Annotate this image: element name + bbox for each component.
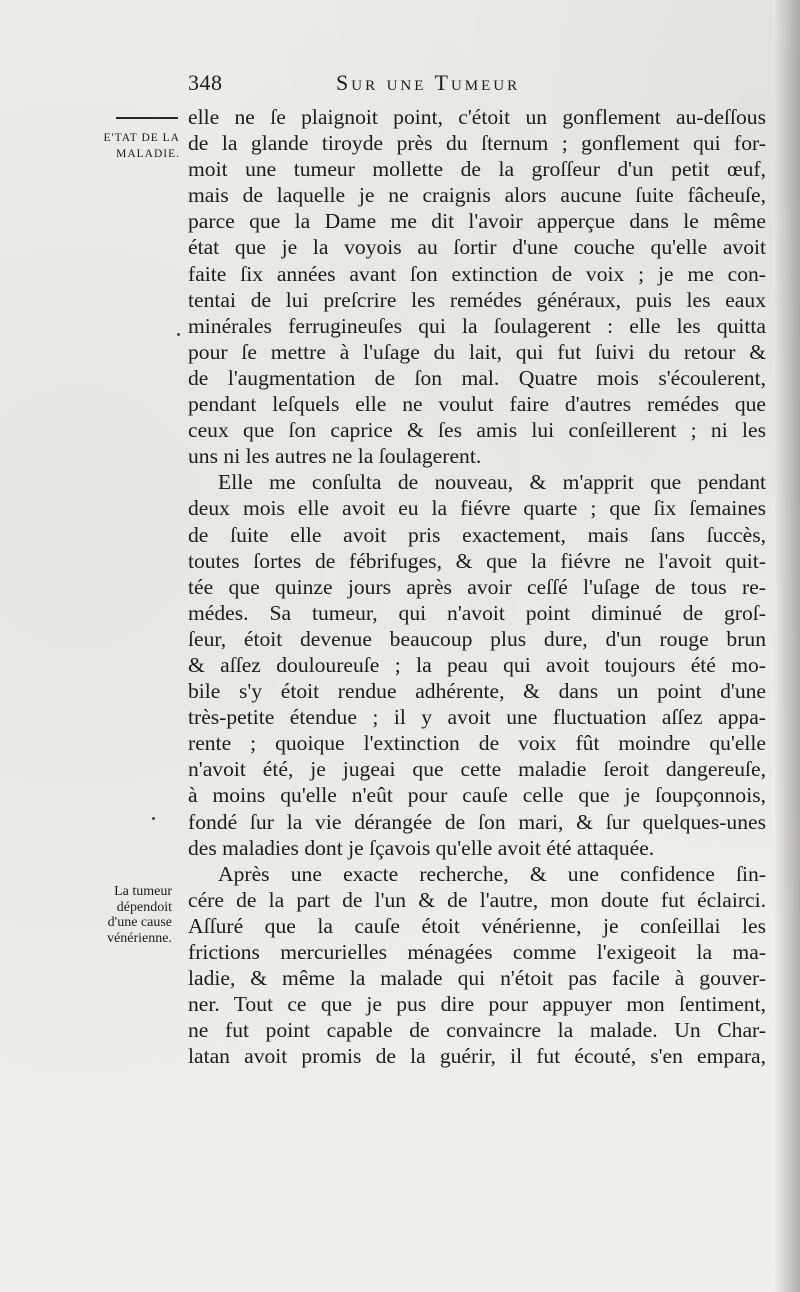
- body-text: [188, 104, 766, 1069]
- text-line: mais de laquelle je ne craignis alors aucune ſuite fâcheuſe,: [188, 183, 766, 208]
- text-line: de la glande tiroyde près du ſternum ; gonflement qui for-: [188, 131, 766, 156]
- text-line: Après une exacte recherche, & une confidence ſin-: [218, 861, 766, 886]
- margin-note-etat-de-la-maladie: [66, 131, 180, 162]
- text-line: cére de la part de l'un & de l'autre, mon doute fut éclairci.: [188, 887, 766, 912]
- margin-note-line: vénérienne.: [107, 930, 172, 946]
- page-number: 348: [188, 70, 223, 95]
- margin-note-line: MALADIE.: [116, 147, 180, 160]
- text-line: minérales ferrugineuſes qui la ſoulagerent : elle les quitta: [188, 313, 766, 338]
- text-line: très-petite étendue ; il y avoit une fluctuation aſſez appa-: [188, 705, 766, 730]
- running-title: Sur une Tumeur: [336, 70, 521, 95]
- margin-note-line: E'TAT DE LA: [103, 132, 180, 144]
- text-line: fondé ſur la vie dérangée de ſon mari, & ſur quelques-unes: [188, 809, 766, 834]
- text-line: pendant leſquels elle ne voulut faire d'autres remédes que: [188, 392, 766, 417]
- scan-speck: [152, 817, 155, 820]
- text-line: frictions mercurielles ménagées comme l'exigeoit la ma-: [188, 940, 766, 964]
- paragraph-3: [188, 861, 766, 1070]
- text-line: des maladies dont je ſçavois qu'elle avoit été attaquée.: [188, 835, 655, 860]
- text-line: pour ſe mettre à l'uſage du lait, qui fut ſuivi du retour &: [188, 339, 766, 364]
- text-line: de l'augmentation de ſon mal. Quatre mois s'écoulerent,: [188, 365, 766, 390]
- text-line: elle ne ſe plaignoit point, c'étoit un gonflement au-deſſous: [188, 105, 766, 129]
- running-header: [188, 70, 608, 100]
- text-line: à moins qu'elle n'eût pour cauſe celle que je ſoupçonnois,: [188, 783, 766, 808]
- text-line: latan avoit promis de la guérir, il fut écouté, s'en empara,: [188, 1044, 766, 1069]
- text-line: ner. Tout ce que je pus dire pour appuyer mon ſentiment,: [188, 992, 766, 1017]
- text-line: moit une tumeur mollette de la groſſeur d'un petit œuf,: [188, 157, 766, 182]
- margin-note-tumeur-venerienne: [76, 884, 172, 946]
- text-line: médes. Sa tumeur, qui n'avoit point diminué de groſ-: [188, 600, 766, 625]
- text-line: faite ſix années avant ſon extinction de voix ; je me con-: [188, 261, 766, 286]
- paragraph-2: [188, 469, 766, 860]
- margin-rule: [116, 117, 178, 119]
- text-line: parce que la Dame me dit l'avoir apperçue dans le même: [188, 209, 766, 234]
- text-line: tentai de lui preſcrire les remédes généraux, puis les eaux: [188, 287, 766, 312]
- text-line: Aſſuré que la cauſe étoit vénérienne, je conſeillai les: [188, 913, 766, 938]
- paragraph-1: [188, 104, 766, 469]
- text-line: toutes ſortes de fébrifuges, & que la fiévre ne l'avoit quit-: [188, 548, 766, 573]
- text-line: état que je la voyois au ſortir d'une couche qu'elle avoit: [188, 235, 766, 260]
- text-line: n'avoit été, je jugeai que cette maladie ſeroit dangereuſe,: [188, 757, 766, 782]
- text-line: & aſſez douloureuſe ; la peau qui avoit toujours été mo-: [188, 652, 766, 677]
- text-line: uns ni les autres ne la ſoulagerent.: [188, 444, 482, 469]
- text-line: Elle me conſulta de nouveau, & m'apprit que pendant: [218, 470, 766, 495]
- margin-note-line: d'une cause: [107, 915, 172, 930]
- text-line: ceux que ſon caprice & ſes amis lui conſeillerent ; ni les: [188, 418, 766, 443]
- margin-note-line: dépendoit: [116, 899, 172, 915]
- text-line: de ſuite elle avoit pris exactement, mais ſans ſuccès,: [188, 522, 766, 547]
- scan-speck: [177, 333, 180, 336]
- margin-note-line: La tumeur: [114, 884, 172, 899]
- text-line: ladie, & même la malade qui n'étoit pas facile à gouver-: [188, 966, 766, 991]
- text-line: deux mois elle avoit eu la fiévre quarte ; que ſix ſemaines: [188, 496, 766, 521]
- text-line: ſeur, étoit devenue beaucoup plus dure, d'un rouge brun: [188, 626, 766, 651]
- text-line: bile s'y étoit rendue adhérente, & dans un point d'une: [188, 679, 766, 704]
- text-line: rente ; quoique l'extinction de voix fût moindre qu'elle: [188, 731, 766, 756]
- page-gutter-shadow: [774, 0, 800, 1292]
- text-line: tée que quinze jours après avoir ceſſé l'uſage de tous re-: [188, 574, 766, 599]
- text-line: ne fut point capable de convaincre la malade. Un Char-: [188, 1018, 766, 1043]
